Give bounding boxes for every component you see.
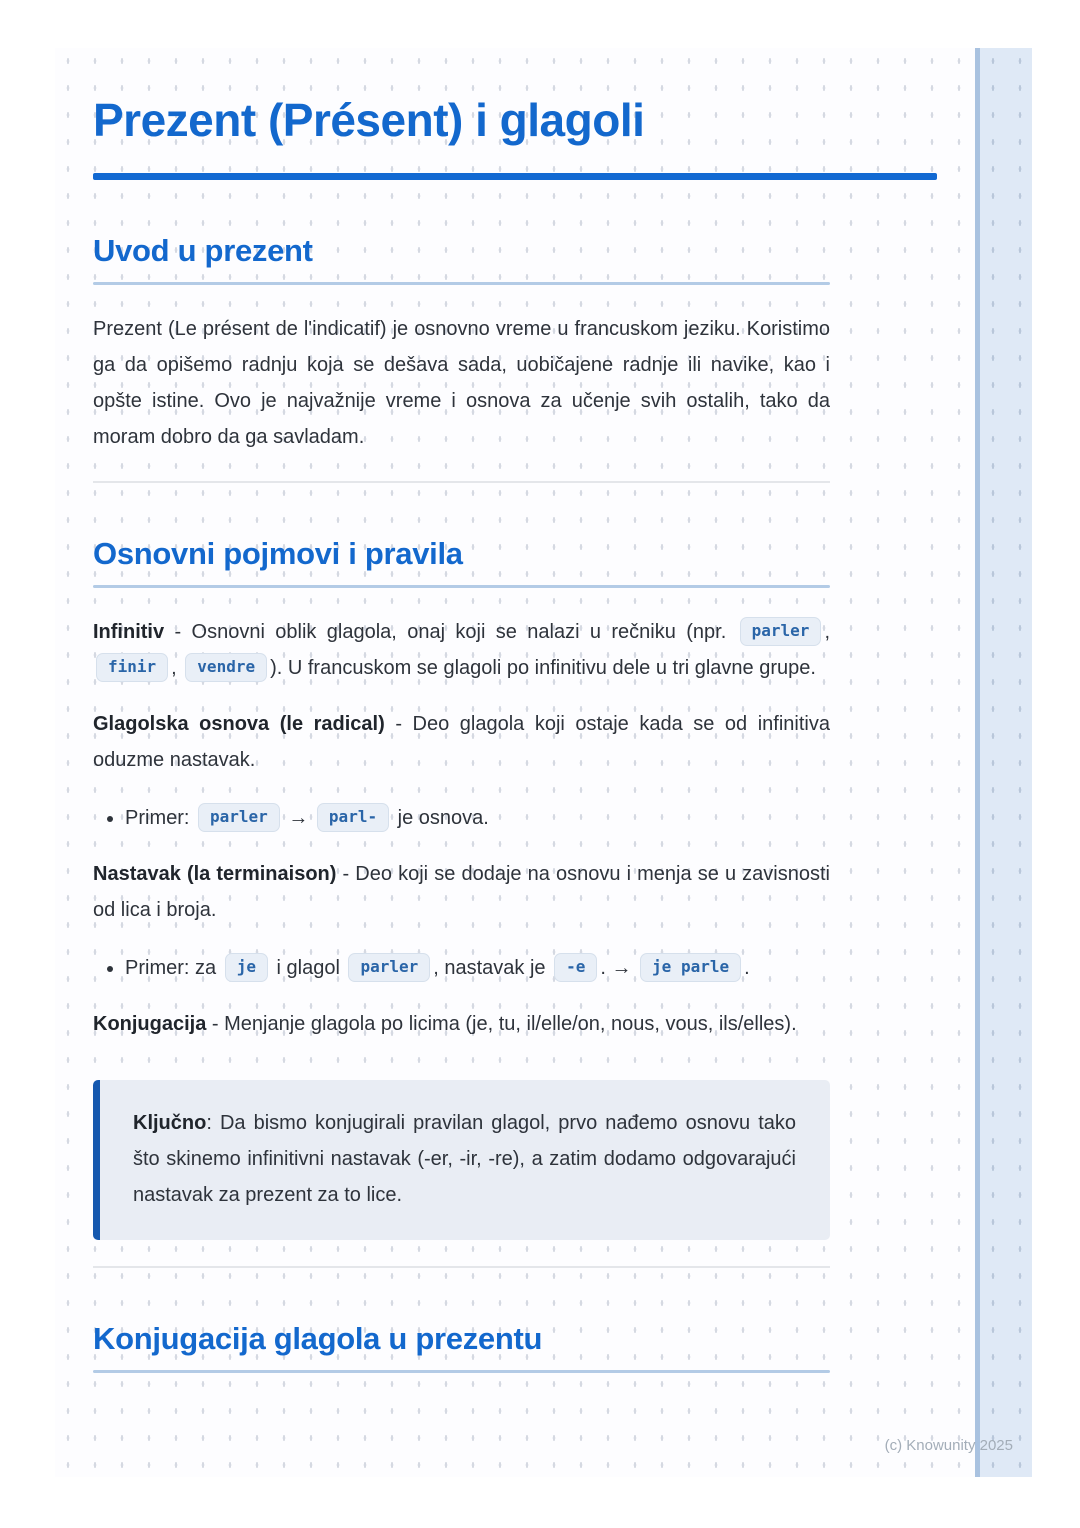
section-head-pojmovi [93,535,830,588]
osnova-primer-text-1: Primer: [125,807,195,830]
section-head-konjugacija [93,1320,830,1373]
section-divider [93,1266,830,1268]
infinitiv-text-1: - Osnovni oblik glagola, onaj koji se nalazi u rečniku (npr. [164,621,737,644]
key-note-callout [93,1080,830,1240]
dotted-paper-area [55,48,1032,1477]
arrow-right-glyph: → [611,957,638,980]
heading-underline [93,282,830,285]
section-heading-uvod: Uvod u prezent [93,232,313,268]
nastavak-primer-text-4: . [600,957,612,980]
nastavak-primer-text-1: Primer: za [125,957,222,980]
code-chip-parler: parler [348,953,430,982]
nastavak-primer-text-2: i glagol [270,957,346,980]
right-margin-stripe [975,48,1032,1477]
list-item [125,950,830,986]
document-content [55,48,837,1373]
code-chip-je: je [225,953,268,982]
code-chip-finir: finir [96,653,168,682]
nastavak-example-list [93,950,830,986]
heading-underline [93,585,830,588]
term-infinitiv: Infinitiv [93,621,165,644]
callout-paragraph [133,1105,796,1213]
nastavak-text-1: - Deo koji se dodaje na osnovu i menja se u zavisnosti od lica i broja. [93,863,830,922]
list-item [125,800,830,836]
konjugacija-text-1: - Menjanje glagola po licima (je, tu, il/elle/on, nous, vous, ils/elles). [206,1013,797,1036]
code-chip-parler: parler [740,617,822,646]
section-heading-konjugacija: Konjugacija glagola u prezentu [93,1321,543,1357]
infinitiv-paragraph [93,614,830,686]
code-chip-je-parle: je parle [640,953,741,982]
osnova-text-1: - Deo glagola koji ostaje kada se od infinitiva oduzme nastavak. [93,713,830,772]
heading-underline [93,1370,830,1373]
infinitiv-text-3: , [171,657,183,680]
title-rule [93,173,937,180]
infinitiv-text-2: , [824,621,830,644]
infinitiv-text-4: ). U francuskom se glagoli po infinitivu dele u tri glavne grupe. [270,657,816,680]
section-heading-pojmovi: Osnovni pojmovi i pravila [93,536,463,572]
code-chip-e-ending: -e [554,953,597,982]
term-kljucno: Ključno [133,1112,207,1135]
term-konjugacija: Konjugacija [93,1013,207,1036]
nastavak-primer-text-3: , nastavak je [433,957,552,980]
osnova-example-list [93,800,830,836]
page-title: Prezent (Présent) i glagoli [93,94,645,146]
callout-text-1: : Da bismo konjugirali pravilan glagol, prvo nađemo osnovu tako što skinemo infinitivni nastavak (-er, -ir, -re), a zatim dodamo odgovarajući nastavak za prezent za to lice. [133,1112,796,1207]
term-osnova: Glagolska osnova (le radical) [93,713,385,736]
osnova-primer-text-2: je osnova. [392,807,489,830]
copyright-footer: (c) Knowunity 2025 [884,1437,1013,1454]
code-chip-parler: parler [198,803,280,832]
osnova-paragraph [93,706,830,778]
nastavak-primer-text-5: . [744,957,750,980]
arrow-right-glyph: → [282,807,314,830]
konjugacija-paragraph [93,1006,830,1042]
section-head-uvod [93,232,830,285]
nastavak-paragraph [93,856,830,928]
intro-paragraph: Prezent (Le présent de l'indicatif) je osnovno vreme u francuskom jeziku. Koristimo ga da opišemo radnju koja se dešava sada, uobičajene radnje ili navike, kao i opšte istine. Ovo je najvažnije vreme i osnova za učenje svih ostalih, tako da moram dobro da ga savladam. [93,318,830,449]
code-chip-parl: parl- [317,803,389,832]
section-divider [93,481,830,483]
code-chip-vendre: vendre [185,653,267,682]
term-nastavak: Nastavak (la terminaison) [93,863,337,886]
